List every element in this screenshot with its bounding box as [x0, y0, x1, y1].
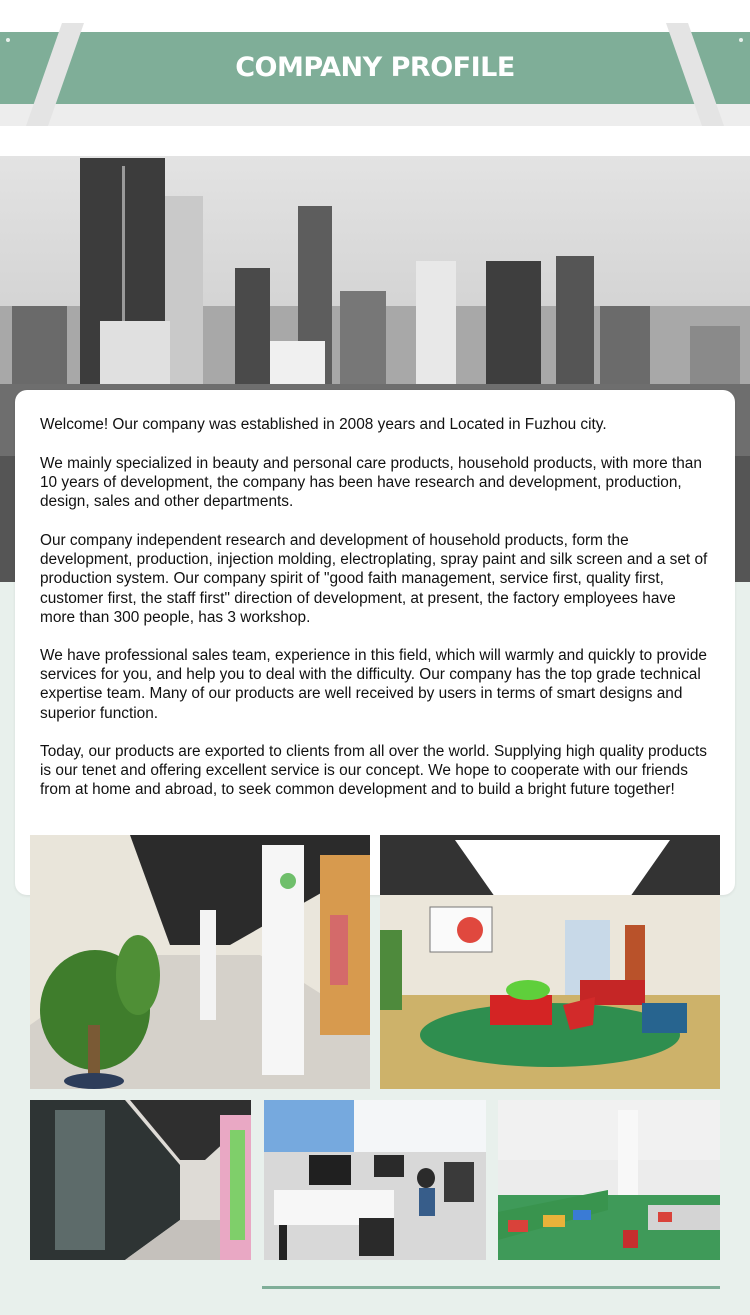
intro-paragraph-3: Our company independent research and development of household products, form the development, production, injection molding, electroplating, spray paint and silk screen and a set of production system. Our company spirit of "good faith management, service first, quality first, customer first, the staff first" direction of development, at present, the factory employees have more than 300 people, has 3 workshop.	[40, 532, 708, 626]
intro-paragraph-1: Welcome! Our company was established in 2008 years and Located in Fuzhou city.	[40, 416, 607, 433]
production-workshop-photo	[498, 1100, 720, 1260]
intro-paragraph-5: Today, our products are exported to clients from all over the world. Supplying high quality products is our tenet and offering excellent service is our concept. We hope to cooperate with our friends from at home and abroad, to seek common development and to build a bright future together!	[40, 743, 707, 799]
office-hallway-photo	[30, 1100, 251, 1260]
company-description-card	[15, 390, 735, 895]
reception-lounge-photo	[380, 835, 720, 1089]
office-corridor-photo	[30, 835, 370, 1089]
page-title: COMPANY PROFILE	[235, 52, 515, 83]
intro-paragraph-2: We mainly specialized in beauty and personal care products, household products, with more than 10 years of development, the company has been have research and development, production, design, sales and other departments.	[40, 455, 702, 511]
office-workstations-photo	[264, 1100, 486, 1260]
footer-accent-line	[262, 1286, 720, 1289]
intro-paragraph-4: We have professional sales team, experience in this field, which will warmly and quickly to provide services for you, and help you to deal with the difficulty. Our company has the top grade technical expertise team. Many of our products are well received by users in terms of smart designs and superior function.	[40, 647, 707, 722]
